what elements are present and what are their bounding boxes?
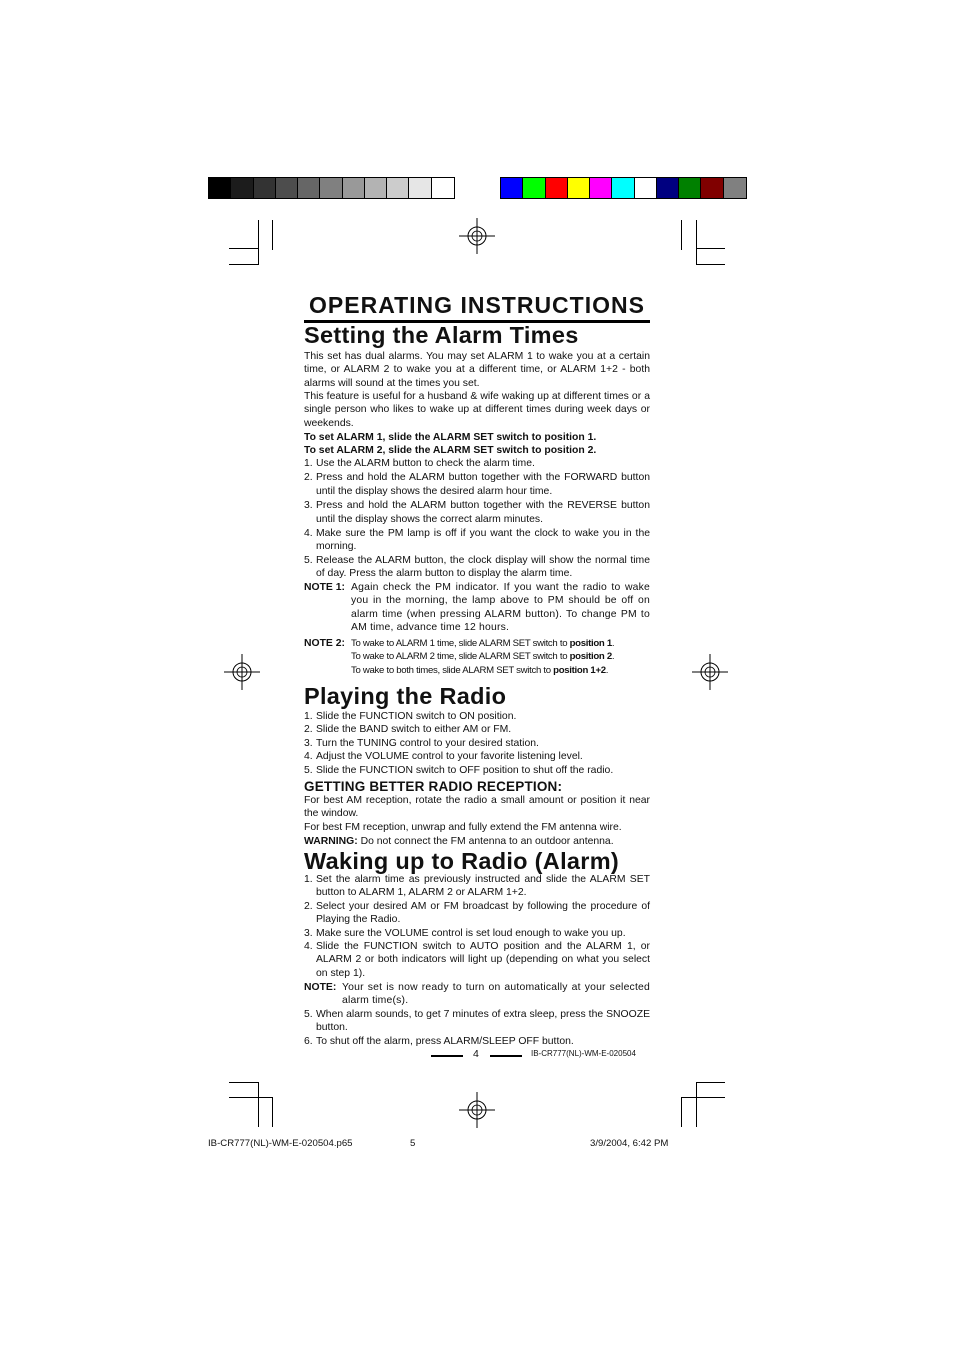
fm-reception-text: For best FM reception, unwrap and fully extend the FM antenna wire. <box>304 822 622 833</box>
list-item <box>304 1008 650 1035</box>
note-label: NOTE 2: <box>304 638 345 649</box>
slug-filename: IB-CR777(NL)-WM-E-020504.p65 <box>208 1138 353 1149</box>
list-item <box>304 1035 650 1048</box>
note-line-period: . <box>611 638 615 649</box>
warning-body: Do not connect the FM antenna to an outdoor antenna. <box>357 836 614 847</box>
alarm-intro-2: This feature is useful for a husband & wife waking up at different times or a single person who likes to wake up at different times during week days or weekends. <box>304 391 650 429</box>
note-line-text: To wake to both times, slide ALARM SET switch to <box>351 664 554 676</box>
list-item <box>304 927 650 940</box>
step-number: 4. <box>304 528 313 540</box>
crop-mark <box>681 1097 682 1127</box>
note-2 <box>304 637 650 677</box>
note-label: NOTE: <box>304 982 337 993</box>
step-text: Slide the FUNCTION switch to ON position. <box>316 711 517 722</box>
section-title-waking: Waking up to Radio (Alarm) <box>304 848 620 874</box>
calibration-swatch <box>409 178 431 198</box>
step-number: 3. <box>304 927 313 939</box>
calibration-swatch <box>276 178 298 198</box>
note-line-position: position 1 <box>569 638 612 649</box>
list-item <box>304 471 650 498</box>
list-item <box>304 723 650 736</box>
calibration-swatch <box>231 178 253 198</box>
calibration-swatch <box>209 178 231 198</box>
list-item <box>304 900 650 927</box>
calibration-swatch <box>501 178 523 198</box>
am-reception-text: For best AM reception, rotate the radio a small amount or position it near the window. <box>304 795 650 820</box>
calibration-swatch <box>701 178 723 198</box>
step-number: 1. <box>304 874 313 885</box>
note-1 <box>304 581 650 635</box>
crop-mark <box>229 248 258 249</box>
note-label: NOTE 1: <box>304 582 345 593</box>
registration-target-icon <box>457 1090 497 1130</box>
step-number: 4. <box>304 941 313 953</box>
step-text: When alarm sounds, to get 7 minutes of extra sleep, press the SNOOZE button. <box>316 1009 650 1034</box>
list-item <box>304 873 650 900</box>
section-title-radio: Playing the Radio <box>304 683 507 709</box>
note-text: Again check the PM indicator. If you want the radio to wake you in the morning, the lamp above to PM should be off on alarm time (when pressing ALARM button). To change PM to AM time, advance time 12 hours. <box>351 582 650 634</box>
document-code: IB-CR777(NL)-WM-E-020504 <box>531 1049 636 1058</box>
color-calibration-bar <box>500 177 747 199</box>
note-line <box>351 664 650 677</box>
calibration-swatch <box>612 178 634 198</box>
registration-target-icon <box>690 652 730 692</box>
step-number: 5. <box>304 554 313 566</box>
step-number: 3. <box>304 737 313 749</box>
note-line-period: . <box>605 664 609 676</box>
step-text: Press and hold the ALARM button together with the REVERSE button until the display shows the correct alarm minutes. <box>316 500 650 525</box>
list-item <box>304 457 650 470</box>
step-number: 1. <box>304 458 313 469</box>
slug-timestamp: 3/9/2004, 6:42 PM <box>590 1138 669 1149</box>
calibration-swatch <box>343 178 365 198</box>
list-item <box>304 750 650 763</box>
section-title-alarm: Setting the Alarm Times <box>304 322 579 348</box>
step-number: 1. <box>304 711 313 722</box>
crop-mark <box>258 1082 259 1127</box>
main-title: OPERATING INSTRUCTIONS <box>304 292 650 323</box>
step-text: Release the ALARM button, the clock display will show the normal time of day. Press the alarm button to display the alarm time. <box>316 554 650 580</box>
crop-mark <box>697 264 725 265</box>
alarm-steps-list <box>304 457 650 581</box>
calibration-swatch <box>254 178 276 198</box>
step-text: Press and hold the ALARM button together with the FORWARD button until the display shows the desired alarm hour time. <box>316 472 650 497</box>
step-text: To shut off the alarm, press ALARM/SLEEP OFF button. <box>316 1035 574 1047</box>
calibration-swatch <box>724 178 746 198</box>
calibration-swatch <box>320 178 342 198</box>
crop-mark <box>696 1082 697 1127</box>
radio-steps-list <box>304 710 650 777</box>
crop-mark <box>681 220 682 250</box>
step-text: Slide the BAND switch to either AM or FM. <box>316 724 512 736</box>
note-line-period: . <box>611 651 615 663</box>
waking-steps-list-continued <box>304 1008 650 1048</box>
alarm-intro-1: This set has dual alarms. You may set ALARM 1 to wake you at a certain time, or ALARM 2 to wake you at a different time, or ALARM 1+2 - both alarms will sound at the times you set. <box>304 351 650 389</box>
step-number: 2. <box>304 900 313 912</box>
list-item <box>304 554 650 581</box>
step-number: 2. <box>304 472 313 484</box>
page-number-rule-left <box>431 1055 463 1057</box>
calibration-swatch <box>568 178 590 198</box>
crop-mark <box>229 264 258 265</box>
page-number-rule-right <box>490 1055 522 1057</box>
reception-title: GETTING BETTER RADIO RECEPTION: <box>304 779 563 794</box>
note-line <box>351 650 650 663</box>
alarm-instruction-2: To set ALARM 2, slide the ALARM SET switch to position 2. <box>304 445 597 456</box>
step-number: 5. <box>304 1009 313 1020</box>
list-item <box>304 710 650 723</box>
step-text: Use the ALARM button to check the alarm time. <box>316 458 535 469</box>
step-text: Set the alarm time as previously instructed and slide the ALARM SET button to ALARM 1, ALARM 2 or ALARM 1+2. <box>316 874 650 899</box>
list-item <box>304 499 650 526</box>
crop-mark <box>272 220 273 250</box>
grayscale-calibration-bar <box>208 177 455 199</box>
calibration-swatch <box>432 178 454 198</box>
page-number: 4 <box>473 1048 479 1060</box>
crop-mark <box>229 1097 273 1098</box>
note-line <box>351 637 650 650</box>
step-text: Slide the FUNCTION switch to AUTO position and the ALARM 1, or ALARM 2 or both indicators will light up (depending on what you select on step 1). <box>316 941 650 979</box>
alarm-instruction-1: To set ALARM 1, slide the ALARM SET switch to position 1. <box>304 432 597 443</box>
note-text: Your set is now ready to turn on automatically at your selected alarm time(s). <box>342 982 650 1007</box>
calibration-swatch <box>387 178 409 198</box>
calibration-swatch <box>679 178 701 198</box>
note-line-position: position 1+2 <box>553 664 606 676</box>
calibration-swatch <box>635 178 657 198</box>
step-text: Adjust the VOLUME control to your favorite listening level. <box>316 751 583 763</box>
step-text: Make sure the VOLUME control is set loud enough to wake you up. <box>316 927 626 939</box>
note-line-position: position 2 <box>569 651 612 663</box>
crop-mark <box>681 1097 725 1098</box>
crop-mark <box>272 1097 273 1127</box>
list-item <box>304 737 650 750</box>
step-number: 4. <box>304 751 313 763</box>
note-line-text: To wake to ALARM 1 time, slide ALARM SET switch to <box>351 638 570 649</box>
calibration-swatch <box>657 178 679 198</box>
calibration-swatch <box>590 178 612 198</box>
note-line-text: To wake to ALARM 2 time, slide ALARM SET switch to <box>351 651 570 663</box>
registration-target-icon <box>222 652 262 692</box>
slug-sheet-number: 5 <box>410 1138 416 1149</box>
crop-mark <box>229 1082 258 1083</box>
calibration-swatch <box>298 178 320 198</box>
warning-text <box>304 835 650 848</box>
step-text: Slide the FUNCTION switch to OFF position to shut off the radio. <box>316 764 614 776</box>
step-number: 5. <box>304 764 313 776</box>
waking-steps-list <box>304 873 650 980</box>
step-number: 3. <box>304 500 313 512</box>
list-item <box>304 527 650 554</box>
list-item <box>304 764 650 777</box>
crop-mark <box>258 220 259 265</box>
step-text: Select your desired AM or FM broadcast by following the procedure of Playing the Radio. <box>316 900 650 926</box>
warning-label: WARNING: <box>304 836 358 847</box>
step-text: Turn the TUNING control to your desired station. <box>316 737 539 749</box>
crop-mark <box>696 220 697 265</box>
crop-mark <box>697 248 725 249</box>
calibration-swatch <box>523 178 545 198</box>
calibration-swatch <box>365 178 387 198</box>
step-number: 2. <box>304 724 313 736</box>
step-number: 6. <box>304 1035 313 1047</box>
registration-target-icon <box>457 216 497 256</box>
step-text: Make sure the PM lamp is off if you want the clock to wake you in the morning. <box>316 528 650 553</box>
list-item <box>304 940 650 980</box>
crop-mark <box>696 1082 725 1083</box>
waking-note <box>304 981 650 1008</box>
calibration-swatch <box>546 178 568 198</box>
